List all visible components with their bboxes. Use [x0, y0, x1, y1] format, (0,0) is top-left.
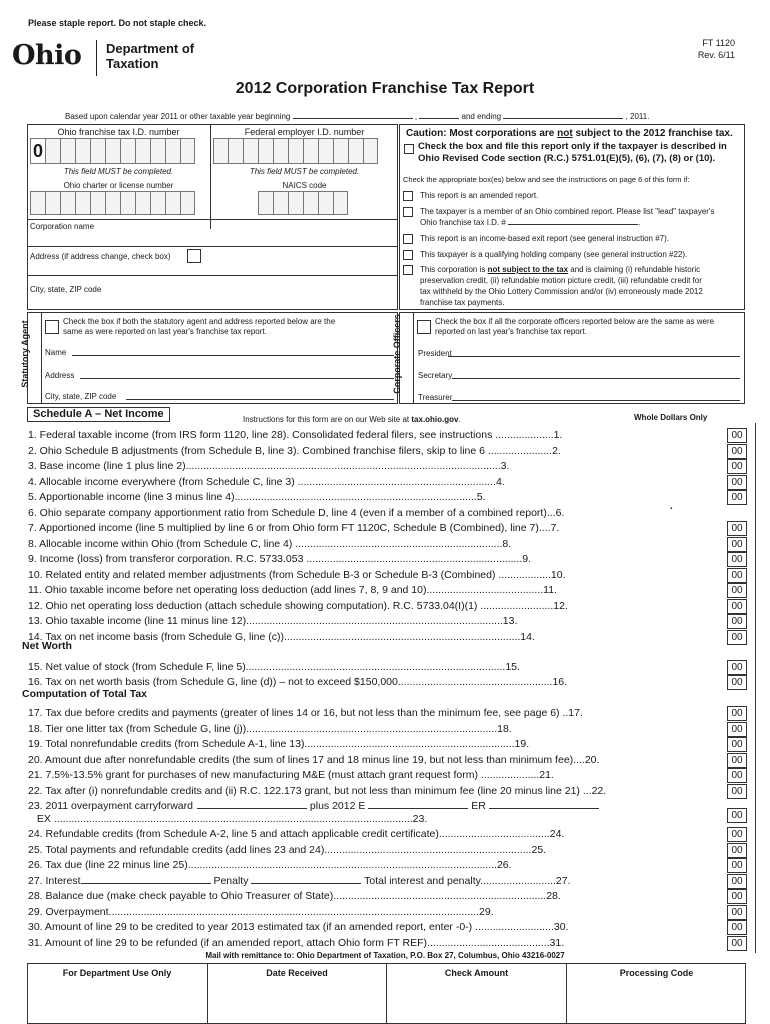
- line-16-label: 16. Tax on net worth basis (from Schedule G, line (d)) – not to exceed $150,000.....................................................16.: [28, 676, 568, 688]
- line-13-cents-box: 00: [727, 614, 747, 629]
- line-30-label: 30. Amount of line 29 to be credited to year 2013 estimated tax (if an amended report, enter -0-) ...........................30.: [28, 921, 569, 933]
- line-23-e-input[interactable]: [368, 799, 468, 809]
- ohio-tax-id-field[interactable]: [30, 138, 195, 164]
- line-11-label: 11. Ohio taxable income before net operating loss deduction (add lines 7, 8, 9 and 10)........................................11.: [28, 584, 557, 596]
- whole-dollars-label: Whole Dollars Only: [634, 413, 708, 422]
- fein-label: Federal employer I.D. number: [244, 127, 365, 137]
- web-instructions: Instructions for this form are on our Web site at tax.ohio.gov.: [243, 415, 461, 424]
- staple-note: Please staple report. Do not staple check.: [28, 18, 207, 28]
- logo-divider: [96, 40, 97, 76]
- line-7-cents-box: 00: [727, 521, 747, 536]
- line-23-cents-box: 00: [727, 808, 747, 823]
- line-30-amount-input[interactable]: [610, 920, 726, 935]
- period-begin-year-input[interactable]: [419, 110, 459, 119]
- statutory-agent-side-label: Statutory Agent: [20, 320, 30, 388]
- line-3-amount-input[interactable]: [610, 459, 726, 474]
- fein-field[interactable]: [213, 138, 378, 164]
- line-23-amount-input[interactable]: [610, 799, 726, 814]
- line-12-amount-input[interactable]: [610, 599, 726, 614]
- net-worth-heading: Net Worth: [22, 640, 72, 652]
- line-6-label: 6. Ohio separate company apportionment ratio from Schedule D, line 4 (even if a member of a combined report)...6.: [28, 507, 565, 519]
- address-label: Address (if address change, check box): [30, 252, 171, 261]
- line-21-cents-box: 00: [727, 768, 747, 783]
- line-27-total-label: Total interest and penalty..........................27.: [361, 875, 571, 887]
- line-26-label: 26. Tax due (line 22 minus line 25)..........................................................................................................26.: [28, 859, 512, 871]
- line-5-amount-input[interactable]: [610, 490, 726, 505]
- mail-to: Mail with remittance to: Ohio Department of Taxation, P.O. Box 27, Columbus, Ohio 43216-0027: [205, 951, 565, 960]
- naics-field[interactable]: [258, 191, 348, 215]
- line-27-penalty-label: Penalty: [210, 875, 252, 887]
- line-5-cents-box: 00: [727, 490, 747, 505]
- logo-dept-line1: Department of: [106, 41, 195, 56]
- line-22-label: 22. Tax after (i) nonrefundable credits and (ii) R.C. 122.173 grant, but not less than minimum fee (line 20 minus line 21) ...22.: [28, 785, 607, 797]
- page-title: 2012 Corporation Franchise Tax Report: [235, 80, 535, 97]
- line-30-cents-box: 00: [727, 920, 747, 935]
- agent-address-label: Address: [45, 371, 75, 380]
- line-19-amount-input[interactable]: [610, 737, 726, 752]
- line-27-penalty-input[interactable]: [251, 874, 361, 884]
- line-9-amount-input[interactable]: [610, 552, 726, 567]
- line-15-label: 15. Net value of stock (from Schedule F, line 5).........................................................................................15.: [28, 661, 520, 673]
- ratio-decimal-point: .: [670, 501, 673, 512]
- line-1-cents-box: 00: [727, 428, 747, 443]
- line-15-amount-input[interactable]: [610, 660, 726, 675]
- line-9-label: 9. Income (loss) from transferor corporation. R.C. 5733.053 ..........................................................................9.: [28, 553, 532, 565]
- corporate-officers-side-label: Corporate Officers: [392, 314, 402, 394]
- line-22-cents-box: 00: [727, 784, 747, 799]
- line-13-label: 13. Ohio taxable income (line 11 minus line 12)........................................................................................13.: [28, 615, 518, 627]
- line-8-label: 8. Allocable income within Ohio (from Schedule C, line 4) .......................................................................8.: [28, 538, 512, 550]
- line-15-cents-box: 00: [727, 660, 747, 675]
- line-24-amount-input[interactable]: [610, 827, 726, 842]
- line-10-label: 10. Related entity and related member adjustments (from Schedule B-3 or Schedule B-3 (Combined) ..................10.: [28, 569, 566, 581]
- line-17-cents-box: 00: [727, 706, 747, 721]
- line-8-amount-input[interactable]: [610, 537, 726, 552]
- line-13-amount-input[interactable]: [610, 614, 726, 629]
- line-23-row-2: EX ...........................................................................................................................23.: [36, 813, 428, 825]
- officers-check-text: Check the box if all the corporate officers reported below are the same as were reported on last year's franchise tax report.: [435, 317, 715, 336]
- exit-report-checkbox[interactable]: [403, 234, 413, 244]
- agent-address-input[interactable]: [80, 378, 394, 379]
- computation-heading: Computation of Total Tax: [22, 688, 148, 700]
- line-14-cents-box: 00: [727, 630, 747, 645]
- processing-code-label: Processing Code: [619, 968, 694, 978]
- line-29-amount-input[interactable]: [610, 905, 726, 920]
- line-26-amount-input[interactable]: [610, 858, 726, 873]
- line-7-amount-input[interactable]: [610, 521, 726, 536]
- agent-name-label: Name: [45, 348, 67, 357]
- period-end-input[interactable]: [503, 110, 623, 119]
- agent-check-text: Check the box if both the statutory agent and address reported below are the same as were reported on last year's franchise tax report.: [63, 317, 336, 336]
- line-26-cents-box: 00: [727, 858, 747, 873]
- agent-name-input[interactable]: [72, 355, 394, 356]
- line-12-label: 12. Ohio net operating loss deduction (attach schedule showing computation). R.C. 5733.04(I)(1) .........................12.: [28, 600, 568, 612]
- line-8-cents-box: 00: [727, 537, 747, 552]
- line-27-label: 27. Interest Penalty Total interest and penalty..........................27.: [28, 875, 571, 887]
- agent-city-input[interactable]: [126, 399, 394, 400]
- line-28-label: 28. Balance due (make check payable to Ohio Treasurer of State).........................................................................28.: [28, 890, 561, 902]
- line-21-amount-input[interactable]: [610, 768, 726, 783]
- line-3-label: 3. Base income (line 1 plus line 2)............................................................................................................3.: [28, 460, 510, 472]
- line-4-amount-input[interactable]: [610, 475, 726, 490]
- line-16-amount-input[interactable]: [610, 675, 726, 690]
- city-label: City, state, ZIP code: [30, 285, 102, 294]
- line-25-label: 25. Total payments and refundable credits (add lines 23 and 24).......................................................................25.: [28, 844, 547, 856]
- check-instruction: Check the appropriate box(es) below and see the instructions on page 6 of this form if:: [403, 175, 690, 184]
- agent-city-label: City, state, ZIP code: [45, 392, 117, 401]
- line-24-label: 24. Refundable credits (from Schedule A-2, line 5 and attach applicable credit certificate)......................................24.: [28, 828, 565, 840]
- logo-dept-line2: Taxation: [106, 56, 159, 71]
- charter-label: Ohio charter or license number: [63, 181, 174, 190]
- fein-note: This field MUST be completed.: [249, 167, 360, 176]
- ohio-tax-id-label: Ohio franchise tax I.D. number: [57, 127, 180, 137]
- line-1-amount-input[interactable]: [610, 428, 726, 443]
- line-18-amount-input[interactable]: [610, 722, 726, 737]
- treasurer-label: Treasurer: [418, 393, 453, 402]
- line-27-cents-box: 00: [727, 874, 747, 889]
- agent-same-checkbox[interactable]: [45, 320, 59, 334]
- not-subject-checkbox[interactable]: [403, 265, 413, 275]
- line-14-label: 14. Tax on net income basis (from Schedule G, line (c)).................................................................................14.: [28, 631, 535, 643]
- lead-taxpayer-id-input[interactable]: [508, 217, 638, 225]
- line-4-label: 4. Allocable income everywhere (from Schedule C, line 3) ....................................................................4.: [28, 476, 505, 488]
- line-2-amount-input[interactable]: [610, 444, 726, 459]
- id-divider: [210, 124, 211, 229]
- line-2-label: 2. Ohio Schedule B adjustments (from Schedule B, line 3). Combined franchise filers, skip to line 6 ......................2.: [28, 445, 561, 457]
- ohio-tax-id-digit-0: 0: [30, 138, 45, 164]
- line-10-cents-box: 00: [727, 568, 747, 583]
- line-21-label: 21. 7.5%-13.5% grant for purchases of new manufacturing M&E (must attach grant request form) ....................21.: [28, 769, 554, 781]
- officers-same-checkbox[interactable]: [417, 320, 431, 334]
- line-23-er-input[interactable]: [489, 799, 599, 809]
- period-prefix: Based upon calendar year 2011 or other taxable year beginning: [65, 112, 291, 121]
- line-19-label: 19. Total nonrefundable credits (from Schedule A-1, line 13)........................................................................19.: [28, 738, 530, 750]
- line-19-cents-box: 00: [727, 737, 747, 752]
- date-received-label: Date Received: [266, 968, 328, 978]
- address-change-checkbox[interactable]: [187, 249, 201, 263]
- combined-checkbox[interactable]: [403, 207, 413, 217]
- line-17-label: 17. Tax due before credits and payments (greater of lines 14 or 16, but not less than the minimum fee, see page 6) ..17.: [28, 707, 583, 719]
- main-check-text: Check the box and file this report only if the taxpayer is described in Ohio Revised Code section (R.C.) 5751.01(E)(5), (6), (7), (8) or (10).: [418, 141, 727, 164]
- line-10-amount-input[interactable]: [610, 568, 726, 583]
- naics-label: NAICS code: [282, 181, 327, 190]
- line-20-amount-input[interactable]: [610, 753, 726, 768]
- tax-period-row: Based upon calendar year 2011 or other taxable year beginning , and ending , 2011.: [65, 112, 650, 121]
- line-25-amount-input[interactable]: [610, 843, 726, 858]
- caution-heading: Caution: Most corporations are not subject to the 2012 franchise tax.: [406, 128, 733, 139]
- line-3-cents-box: 00: [727, 459, 747, 474]
- line-29-cents-box: 00: [727, 905, 747, 920]
- line-1-label: 1. Federal taxable income (from IRS form 1120, line 28). Consolidated federal filers, see instructions ....................1.: [28, 429, 563, 441]
- president-input[interactable]: [448, 356, 740, 357]
- line-24-cents-box: 00: [727, 827, 747, 842]
- holding-company-checkbox[interactable]: [403, 250, 413, 260]
- line-29-label: 29. Overpayment...............................................................................................................................29.: [28, 906, 494, 918]
- line-17-amount-input[interactable]: [610, 706, 726, 721]
- line-9-cents-box: 00: [727, 552, 747, 567]
- amended-checkbox[interactable]: [403, 191, 413, 201]
- line-14-amount-input[interactable]: [610, 630, 726, 645]
- secretary-label: Secretary: [418, 371, 453, 380]
- right-rule: [755, 423, 756, 953]
- line-11-amount-input[interactable]: [610, 583, 726, 598]
- ohio-tax-id-note: This field MUST be completed.: [63, 167, 174, 176]
- line-28-amount-input[interactable]: [610, 889, 726, 904]
- form-id: FT 1120: [702, 38, 735, 48]
- line-25-cents-box: 00: [727, 843, 747, 858]
- line-6-amount-input[interactable]: [610, 506, 726, 521]
- line-2-cents-box: 00: [727, 444, 747, 459]
- ohio-taxation-logo: [12, 40, 202, 80]
- dept-use-label: For Department Use Only: [62, 968, 172, 978]
- line-20-cents-box: 00: [727, 753, 747, 768]
- line-18-cents-box: 00: [727, 722, 747, 737]
- line-31-amount-input[interactable]: [610, 936, 726, 951]
- logo-ohio-text: Ohio: [12, 40, 82, 71]
- president-label: President: [418, 349, 452, 358]
- line-12-cents-box: 00: [727, 599, 747, 614]
- line-11-cents-box: 00: [727, 583, 747, 598]
- line-28-cents-box: 00: [727, 889, 747, 904]
- line-5-label: 5. Apportionable income (line 3 minus line 4)...................................................................................5.: [28, 491, 486, 503]
- line-18-label: 18. Tier one litter tax (from Schedule G, line (j))......................................................................................18.: [28, 723, 512, 735]
- form-rev: Rev. 6/11: [697, 50, 735, 60]
- line-16-cents-box: 00: [727, 675, 747, 690]
- line-23-plus: plus 2012 E: [306, 800, 369, 812]
- line-22-amount-input[interactable]: [610, 784, 726, 799]
- line-31-label: 31. Amount of line 29 to be refunded (if an amended report, attach Ohio form FT REF)..........................................31.: [28, 937, 565, 949]
- main-file-checkbox[interactable]: [404, 144, 414, 154]
- line-23-label: 23. 2011 overpayment carryforward plus 2012 E ER: [28, 799, 599, 814]
- line-27-amount-input[interactable]: [610, 874, 726, 889]
- charter-field[interactable]: [30, 191, 195, 215]
- line-7-label: 7. Apportioned income (line 5 multiplied by line 6 or from Ohio form FT 1120C, Schedule B (Combined), line 7)....7.: [28, 522, 560, 534]
- line-23-carryforward-input[interactable]: [197, 799, 307, 809]
- check-amount-label: Check Amount: [444, 968, 509, 978]
- period-and-ending: and ending: [461, 112, 502, 121]
- line-27-interest-input[interactable]: [81, 874, 211, 884]
- schedule-a-heading: Schedule A – Net Income: [27, 407, 170, 422]
- period-year: , 2011.: [625, 112, 650, 121]
- corp-name-label: Corporation name: [30, 222, 95, 231]
- line-4-cents-box: 00: [727, 475, 747, 490]
- line-20-label: 20. Amount due after nonrefundable credits (the sum of lines 17 and 18 minus line 19, but not less than minimum fee)....20.: [28, 754, 600, 766]
- secretary-input[interactable]: [452, 378, 740, 379]
- line-23-er: ER: [468, 800, 489, 812]
- line-31-cents-box: 00: [727, 936, 747, 951]
- period-begin-input[interactable]: [293, 110, 413, 119]
- treasurer-input[interactable]: [452, 400, 740, 401]
